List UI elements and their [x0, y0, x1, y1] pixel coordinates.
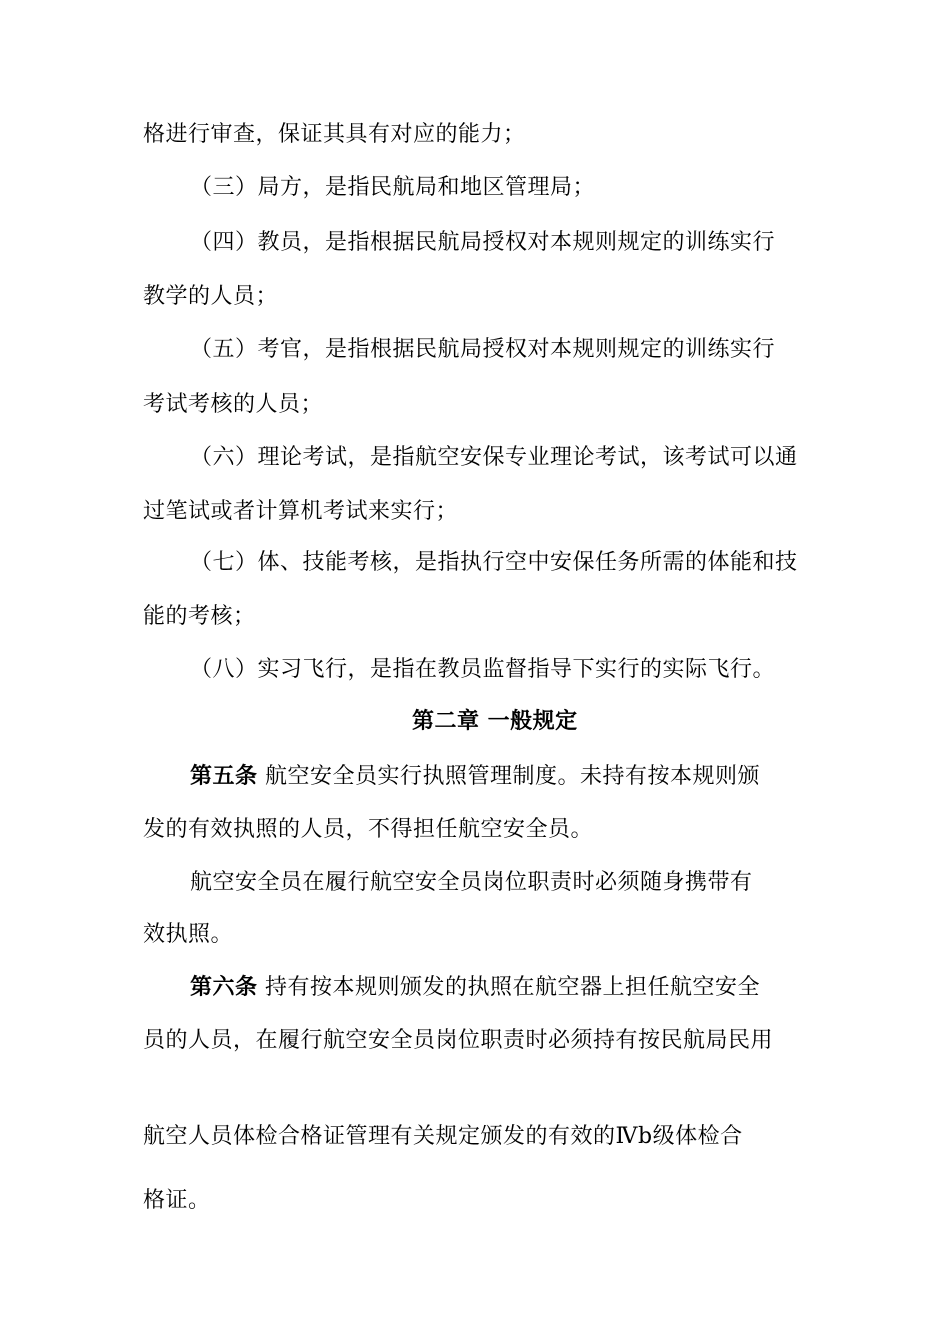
body-line: 考试考核的人员；	[143, 392, 324, 417]
body-line: 过笔试或者计算机考试来实行；	[143, 499, 459, 524]
body-line: 员的人员，在履行航空安全员岗位职责时必须持有按民航局民用	[143, 1028, 774, 1053]
body-line: 发的有效执照的人员，不得担任航空安全员。	[143, 817, 594, 842]
body-line: （三）局方，是指民航局和地区管理局；	[190, 175, 596, 200]
article-label: 第六条	[190, 975, 258, 1000]
article-text: 航空安全员实行执照管理制度。未持有按本规则颁	[257, 764, 761, 789]
body-line: 格进行审查，保证其具有对应的能力；	[143, 122, 526, 147]
body-line: 航空人员体检合格证管理有关规定颁发的有效的Ⅳb级体检合	[143, 1124, 743, 1149]
body-line: （八）实习飞行，是指在教员监督指导下实行的实际飞行。	[190, 657, 776, 682]
article-6-line-1	[190, 973, 760, 1003]
article-5-line-1	[190, 762, 760, 792]
body-line: 效执照。	[143, 922, 234, 947]
body-line: （六）理论考试，是指航空安保专业理论考试，该考试可以通	[190, 445, 798, 470]
body-line: 教学的人员；	[143, 284, 279, 309]
body-line: （七）体、技能考核，是指执行空中安保任务所需的体能和技	[190, 550, 798, 575]
body-line: 格证。	[143, 1188, 211, 1213]
body-line: 航空安全员在履行航空安全员岗位职责时必须随身携带有	[190, 870, 753, 895]
chapter-title: 第二章 一般规定	[412, 709, 578, 734]
article-label: 第五条	[190, 764, 258, 789]
body-line: （四）教员，是指根据民航局授权对本规则规定的训练实行	[190, 230, 776, 255]
body-line: 能的考核；	[143, 604, 256, 629]
body-line: （五）考官，是指根据民航局授权对本规则规定的训练实行	[190, 337, 776, 362]
article-text: 持有按本规则颁发的执照在航空器上担任航空安全	[257, 975, 761, 1000]
